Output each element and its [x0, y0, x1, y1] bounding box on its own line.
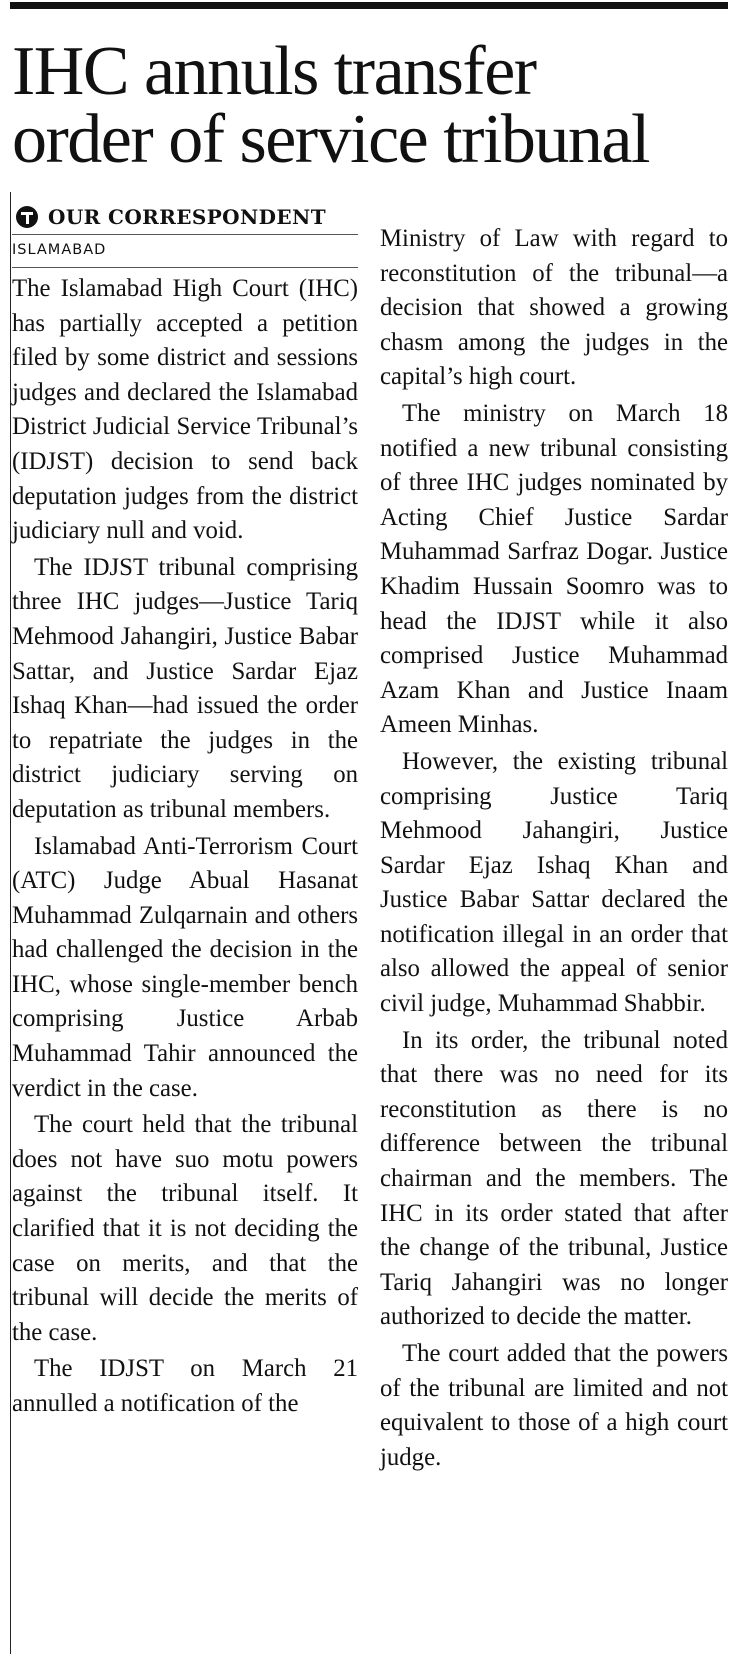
- paragraph-3: Islamabad Anti-Terrorism Court (ATC) Judge Abual Hasanat Muhammad Zulqarnain and others had challenged the decision in the IHC, whose single-member bench comprising Justice Arbab Muhammad Tahir announced the verdict in the case.: [12, 832, 358, 1102]
- headline-line-2: order of service tribunal: [12, 101, 649, 178]
- headline: [12, 33, 728, 178]
- dateline: ISLAMABAD: [12, 235, 358, 268]
- paragraph-1: The Islamabad High Court (IHC) has partially accepted a petition filed by some district and sessions judges and declared the Islamabad District Judicial Service Tribunal’s (IDJST) decision to send back deputation judges from the district judiciary null and void.: [12, 275, 358, 545]
- paragraph-6: The ministry on March 18 notified a new tribunal consisting of three IHC judges nominated by Acting Chief Justice Sardar Muhammad Sarfraz Dogar. Justice Khadim Hussain Soomro was to head the IDJST while it also comprised Justice Muhammad Azam Khan and Justice Inaam Ameen Minhas.: [380, 399, 728, 739]
- paragraph-4: The court held that the tribunal does not have suo motu powers against the tribunal itself. It clarified that it is not deciding the case on merits, and that the tribunal will decide the merits of the case.: [12, 1111, 358, 1346]
- column-rule-left: [10, 192, 11, 1654]
- paragraph-5-continued: Ministry of Law with regard to reconstitution of the tribunal—a decision that showed a growing chasm among the judges in the capital’s high court.: [380, 225, 728, 391]
- article-column-2: [380, 222, 728, 1477]
- byline-row: [12, 200, 358, 235]
- paragraph-5-start: The IDJST on March 21 annulled a notification of the: [12, 1355, 358, 1417]
- tribune-logo-icon: [16, 206, 38, 228]
- headline-line-1: IHC annuls transfer: [12, 33, 536, 110]
- paragraph-8: In its order, the tribunal noted that there was no need for its reconstitution as there is no difference between the tribunal chairman and the members. The IHC in its order stated that after the change of the tribunal, Justice Tariq Jahangiri was no longer authorized to decide the matter.: [380, 1026, 728, 1331]
- paragraph-7: However, the existing tribunal comprising Justice Tariq Mehmood Jahangiri, Justice Sardar Ejaz Ishaq Khan and Justice Babar Sattar declared the notification illegal in an order that also allowed the appeal of senior civil judge, Muhammad Shabbir.: [380, 747, 728, 1018]
- article-column-1: [12, 200, 358, 1424]
- paragraph-9: The court added that the powers of the tribunal are limited and not equivalent to those of a high court judge.: [380, 1340, 728, 1471]
- top-rule: [10, 2, 728, 9]
- paragraph-2: The IDJST tribunal comprising three IHC judges—Justice Tariq Mehmood Jahangiri, Justice Babar Sattar, and Justice Sardar Ejaz Ishaq Khan—had issued the order to repatriate the judges in the district judiciary serving on deputation as tribunal members.: [12, 553, 358, 823]
- byline: OUR CORRESPONDENT: [48, 204, 327, 229]
